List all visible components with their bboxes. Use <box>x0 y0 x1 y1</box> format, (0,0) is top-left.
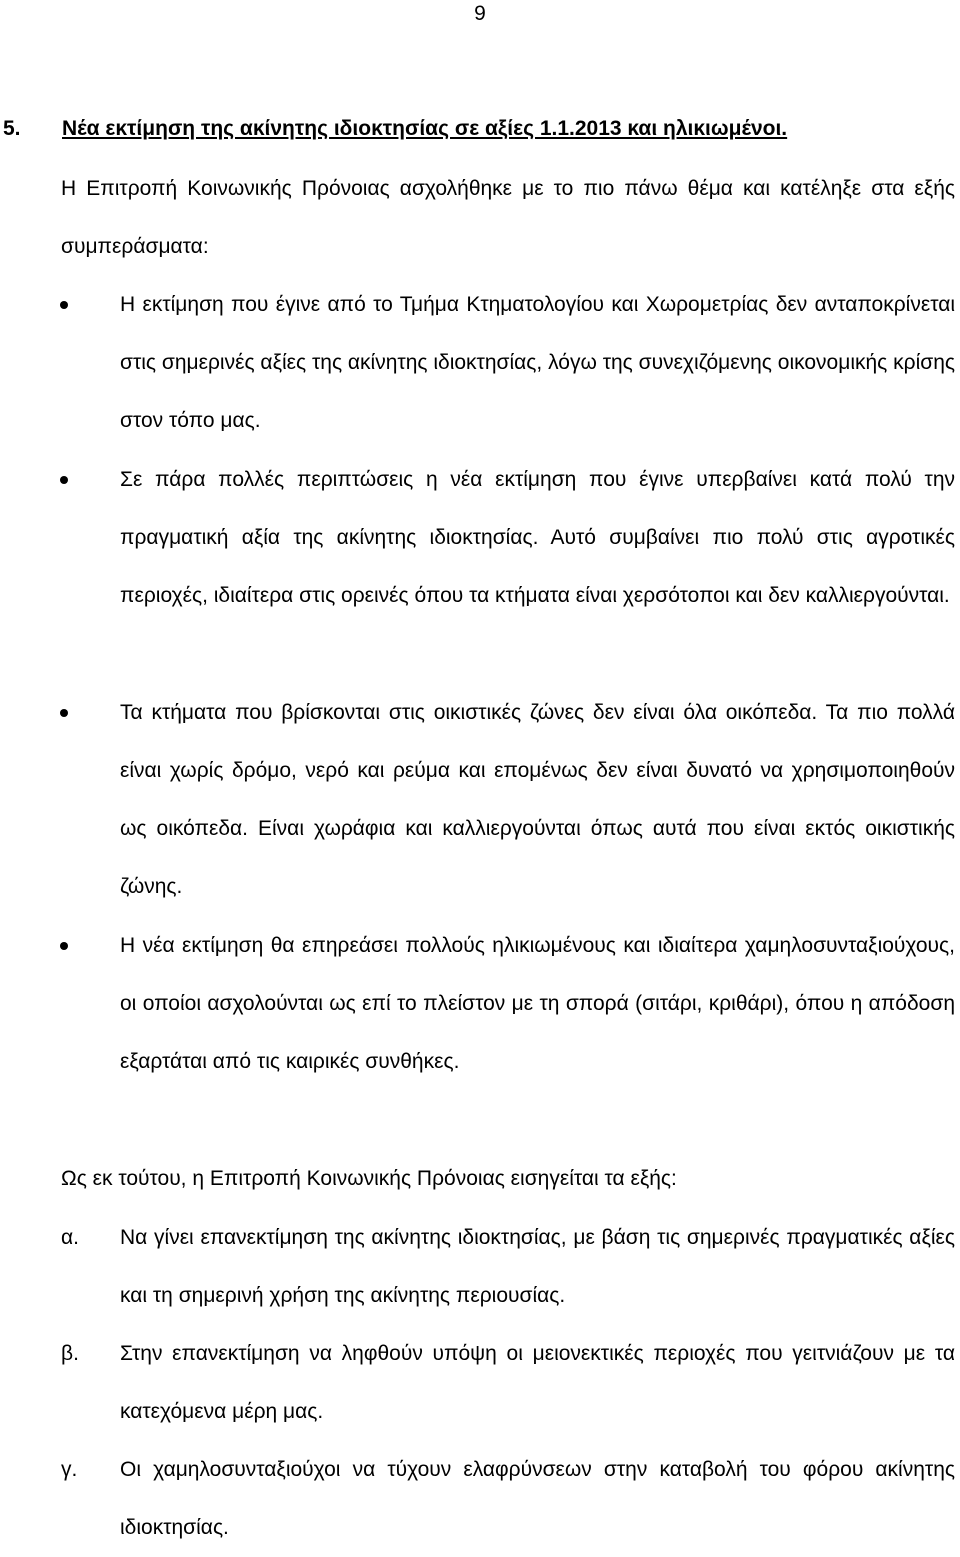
recommendation-label: α. <box>61 1226 79 1249</box>
page-number: 9 <box>474 2 486 25</box>
conclusion-item: Η εκτίμηση που έγινε από το Τμήμα Κτηματολογίου και Χωρομετρίας δεν ανταποκρίνεται στις σημερινές αξίες της ακίνητης ιδιοκτησίας, λόγω της συνεχιζόμενης οικονομικής κρίσης στον τόπο μας. <box>120 293 955 432</box>
bullet-2 <box>60 476 68 484</box>
conclusion-item: Τα κτήματα που βρίσκονται στις οικιστικές ζώνες δεν είναι όλα οικόπεδα. Τα πιο πολλά είναι χωρίς δρόμο, νερό και ρεύμα και επομένως δεν είναι δυνατό να χρησιμοποιηθούν ως οικόπεδα. Είναι χωράφια και καλλιεργούνται όπως αυτά που είναι εκτός οικιστικής ζώνης. <box>120 701 955 898</box>
bullet-1 <box>60 301 68 309</box>
recommendation-intro: Ως εκ τούτου, η Επιτροπή Κοινωνικής Πρόνοιας εισηγείται τα εξής: <box>61 1167 677 1190</box>
recommendation-item: Να γίνει επανεκτίμηση της ακίνητης ιδιοκτησίας, με βάση τις σημερινές πραγματικές αξίες και τη σημερινή χρήση της ακίνητης περιουσίας. <box>120 1226 955 1307</box>
recommendation-item: Οι χαμηλοσυνταξιούχοι να τύχουν ελαφρύνσεων στην καταβολή του φόρου ακίνητης ιδιοκτησίας. <box>120 1458 955 1539</box>
section-number: 5. <box>3 117 21 140</box>
recommendation-label: β. <box>61 1342 79 1365</box>
bullet-3 <box>60 709 68 717</box>
intro-paragraph: Η Επιτροπή Κοινωνικής Πρόνοιας ασχολήθηκε με το πιο πάνω θέμα και κατέληξε στα εξής συμπεράσματα: <box>61 177 955 258</box>
section-title: Νέα εκτίμηση της ακίνητης ιδιοκτησίας σε αξίες 1.1.2013 και ηλικιωμένοι. <box>62 117 788 140</box>
conclusion-item: Σε πάρα πολλές περιπτώσεις η νέα εκτίμηση που έγινε υπερβαίνει κατά πολύ την πραγματική αξία της ακίνητης ιδιοκτησίας. Αυτό συμβαίνει πιο πολύ στις αγροτικές περιοχές, ιδιαίτερα στις ορεινές όπου τα κτήματα είναι χερσότοποι και δεν καλλιεργούνται. <box>120 468 955 607</box>
recommendation-label: γ. <box>61 1458 78 1481</box>
conclusion-item: Η νέα εκτίμηση θα επηρεάσει πολλούς ηλικιωμένους και ιδιαίτερα χαμηλοσυνταξιούχους, οι οποίοι ασχολούνται ως επί το πλείστον με τη σπορά (σιτάρι, κριθάρι), όπου η απόδοση εξαρτάται από τις καιρικές συνθήκες. <box>120 934 955 1073</box>
bullet-4 <box>60 942 68 950</box>
recommendation-item: Στην επανεκτίμηση να ληφθούν υπόψη οι μειονεκτικές περιοχές που γειτνιάζουν με τα κατεχόμενα μέρη μας. <box>120 1342 955 1423</box>
